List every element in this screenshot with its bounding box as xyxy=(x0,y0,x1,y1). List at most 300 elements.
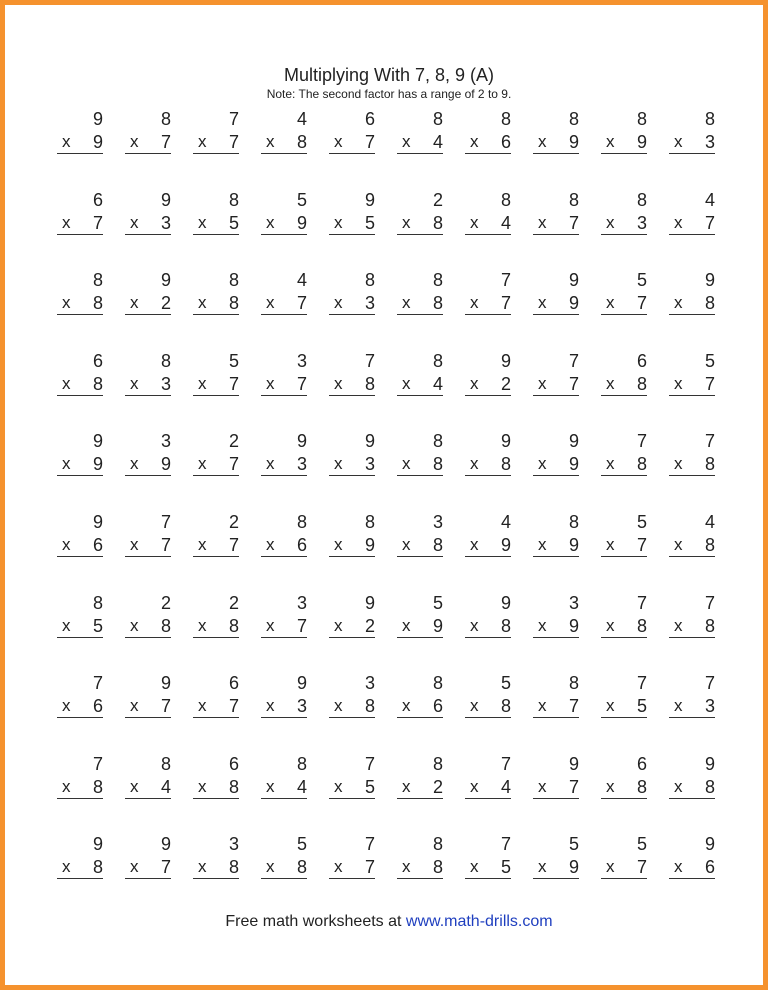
multiply-operator: x xyxy=(130,454,139,474)
problem xyxy=(397,833,443,893)
second-factor-line xyxy=(329,373,375,396)
multiply-operator: x xyxy=(198,293,207,313)
multiply-operator: x xyxy=(606,293,615,313)
second-factor: 8 xyxy=(432,454,443,475)
second-factor-line xyxy=(669,615,715,638)
first-factor: 5 xyxy=(636,834,647,855)
second-factor: 8 xyxy=(228,857,239,878)
second-factor: 5 xyxy=(500,857,511,878)
second-factor-line xyxy=(125,212,171,235)
first-factor: 5 xyxy=(296,834,307,855)
second-factor-line xyxy=(669,695,715,718)
first-factor: 8 xyxy=(160,109,171,129)
second-factor: 4 xyxy=(432,132,443,152)
second-factor: 8 xyxy=(704,615,715,636)
second-factor-line xyxy=(465,131,511,154)
second-factor: 3 xyxy=(296,696,307,717)
first-factor: 6 xyxy=(228,673,239,694)
second-factor-line xyxy=(397,373,443,396)
second-factor: 3 xyxy=(704,132,715,152)
second-factor: 7 xyxy=(568,212,579,233)
multiply-operator: x xyxy=(198,776,207,796)
problem-row xyxy=(57,430,717,490)
second-factor: 7 xyxy=(228,535,239,555)
second-factor: 8 xyxy=(500,696,511,717)
second-factor-line xyxy=(465,292,511,315)
second-factor: 6 xyxy=(500,132,511,152)
multiply-operator: x xyxy=(538,212,547,232)
second-factor-line xyxy=(261,856,307,879)
second-factor-line xyxy=(397,615,443,638)
second-factor-line xyxy=(533,776,579,799)
first-factor: 4 xyxy=(296,109,307,129)
second-factor: 7 xyxy=(160,857,171,878)
second-factor: 4 xyxy=(500,212,511,233)
second-factor: 7 xyxy=(228,373,239,394)
multiply-operator: x xyxy=(130,535,139,554)
first-factor: 9 xyxy=(704,834,715,855)
second-factor-line xyxy=(533,856,579,879)
second-factor: 3 xyxy=(636,212,647,233)
second-factor: 8 xyxy=(432,857,443,878)
first-factor: 8 xyxy=(160,753,171,774)
second-factor: 8 xyxy=(92,857,103,878)
problem xyxy=(193,833,239,893)
second-factor: 7 xyxy=(160,696,171,717)
second-factor: 3 xyxy=(364,454,375,475)
second-factor-line xyxy=(329,856,375,879)
first-factor: 9 xyxy=(296,673,307,694)
problem xyxy=(601,672,647,732)
second-factor: 9 xyxy=(568,293,579,314)
second-factor-line xyxy=(193,615,239,638)
second-factor-line xyxy=(57,292,103,315)
second-factor: 8 xyxy=(432,212,443,233)
multiply-operator: x xyxy=(266,535,275,554)
multiply-operator: x xyxy=(674,535,683,554)
problem xyxy=(329,430,375,490)
problem xyxy=(261,592,307,652)
footer-text: Free math worksheets at xyxy=(225,913,406,930)
problem xyxy=(125,833,171,893)
second-factor-line xyxy=(193,453,239,476)
second-factor-line xyxy=(261,534,307,557)
second-factor-line xyxy=(601,534,647,557)
second-factor: 5 xyxy=(364,776,375,797)
second-factor-line xyxy=(465,534,511,557)
first-factor: 8 xyxy=(92,592,103,613)
problem xyxy=(601,511,647,571)
first-factor: 9 xyxy=(500,431,511,452)
problem xyxy=(669,511,715,571)
first-factor: 8 xyxy=(432,270,443,291)
problem-row xyxy=(57,592,717,652)
second-factor: 3 xyxy=(296,454,307,475)
second-factor: 9 xyxy=(636,132,647,152)
problem xyxy=(125,430,171,490)
first-factor: 9 xyxy=(92,512,103,532)
second-factor-line xyxy=(57,373,103,396)
second-factor-line xyxy=(397,292,443,315)
first-factor: 2 xyxy=(228,592,239,613)
first-factor: 6 xyxy=(92,189,103,210)
second-factor-line xyxy=(193,131,239,154)
multiply-operator: x xyxy=(266,615,275,635)
multiply-operator: x xyxy=(606,615,615,635)
first-factor: 8 xyxy=(432,350,443,371)
problem xyxy=(533,108,579,168)
problem xyxy=(261,511,307,571)
multiply-operator: x xyxy=(62,696,71,716)
first-factor: 8 xyxy=(568,673,579,694)
second-factor-line xyxy=(329,695,375,718)
second-factor-line xyxy=(261,373,307,396)
problem xyxy=(125,350,171,410)
second-factor-line xyxy=(397,695,443,718)
first-factor: 8 xyxy=(432,753,443,774)
multiply-operator: x xyxy=(130,857,139,877)
multiply-operator: x xyxy=(334,212,343,232)
first-factor: 6 xyxy=(228,753,239,774)
second-factor: 2 xyxy=(432,776,443,797)
first-factor: 7 xyxy=(160,512,171,532)
problem xyxy=(601,350,647,410)
multiply-operator: x xyxy=(538,615,547,635)
second-factor-line xyxy=(601,615,647,638)
problem xyxy=(533,350,579,410)
footer xyxy=(5,913,768,931)
first-factor: 9 xyxy=(92,431,103,452)
problem xyxy=(57,189,103,249)
problem xyxy=(533,269,579,329)
problem xyxy=(193,430,239,490)
multiply-operator: x xyxy=(538,857,547,877)
second-factor: 5 xyxy=(228,212,239,233)
second-factor-line xyxy=(601,856,647,879)
first-factor: 2 xyxy=(228,431,239,452)
multiply-operator: x xyxy=(470,696,479,716)
multiply-operator: x xyxy=(674,132,683,151)
second-factor: 8 xyxy=(636,373,647,394)
problem xyxy=(397,108,443,168)
problem xyxy=(57,430,103,490)
multiply-operator: x xyxy=(198,212,207,232)
first-factor: 8 xyxy=(500,189,511,210)
multiply-operator: x xyxy=(470,373,479,393)
problem xyxy=(669,833,715,893)
problem xyxy=(57,672,103,732)
first-factor: 7 xyxy=(568,350,579,371)
footer-link[interactable]: www.math-drills.com xyxy=(405,913,553,930)
first-factor: 7 xyxy=(92,753,103,774)
multiply-operator: x xyxy=(606,373,615,393)
multiply-operator: x xyxy=(538,776,547,796)
second-factor-line xyxy=(397,453,443,476)
problem xyxy=(465,430,511,490)
first-factor: 9 xyxy=(568,270,579,291)
second-factor: 7 xyxy=(160,535,171,555)
multiply-operator: x xyxy=(470,857,479,877)
first-factor: 5 xyxy=(568,834,579,855)
problem xyxy=(329,833,375,893)
first-factor: 5 xyxy=(636,512,647,532)
multiply-operator: x xyxy=(402,615,411,635)
first-factor: 6 xyxy=(636,350,647,371)
second-factor-line xyxy=(125,615,171,638)
second-factor: 2 xyxy=(160,293,171,314)
second-factor: 8 xyxy=(432,535,443,555)
second-factor-line xyxy=(125,453,171,476)
problem xyxy=(125,592,171,652)
second-factor: 8 xyxy=(228,293,239,314)
multiply-operator: x xyxy=(470,454,479,474)
first-factor: 7 xyxy=(364,834,375,855)
first-factor: 3 xyxy=(296,592,307,613)
first-factor: 3 xyxy=(228,834,239,855)
second-factor-line xyxy=(601,453,647,476)
second-factor-line xyxy=(329,453,375,476)
problem xyxy=(329,753,375,813)
multiply-operator: x xyxy=(130,132,139,151)
second-factor: 7 xyxy=(364,857,375,878)
problem xyxy=(261,430,307,490)
second-factor-line xyxy=(193,695,239,718)
first-factor: 7 xyxy=(228,109,239,129)
problem xyxy=(261,269,307,329)
problem xyxy=(601,592,647,652)
first-factor: 8 xyxy=(568,189,579,210)
multiply-operator: x xyxy=(62,776,71,796)
problem xyxy=(601,269,647,329)
problem xyxy=(669,672,715,732)
second-factor-line xyxy=(601,776,647,799)
second-factor: 3 xyxy=(704,696,715,717)
first-factor: 8 xyxy=(432,673,443,694)
second-factor-line xyxy=(669,131,715,154)
first-factor: 7 xyxy=(704,592,715,613)
multiply-operator: x xyxy=(470,776,479,796)
problem xyxy=(669,189,715,249)
problem xyxy=(57,511,103,571)
second-factor: 8 xyxy=(296,857,307,878)
multiply-operator: x xyxy=(402,132,411,151)
second-factor: 3 xyxy=(364,293,375,314)
second-factor: 5 xyxy=(92,615,103,636)
first-factor: 8 xyxy=(92,270,103,291)
multiply-operator: x xyxy=(62,212,71,232)
problem-row xyxy=(57,189,717,249)
second-factor-line xyxy=(669,856,715,879)
multiply-operator: x xyxy=(266,132,275,151)
multiply-operator: x xyxy=(266,454,275,474)
first-factor: 9 xyxy=(160,673,171,694)
first-factor: 5 xyxy=(636,270,647,291)
multiply-operator: x xyxy=(334,776,343,796)
multiply-operator: x xyxy=(538,373,547,393)
problem xyxy=(465,350,511,410)
second-factor: 8 xyxy=(228,615,239,636)
problem xyxy=(397,189,443,249)
multiply-operator: x xyxy=(402,212,411,232)
second-factor-line xyxy=(465,373,511,396)
second-factor-line xyxy=(465,695,511,718)
first-factor: 6 xyxy=(364,109,375,129)
problem xyxy=(193,189,239,249)
second-factor: 9 xyxy=(364,535,375,555)
first-factor: 7 xyxy=(500,270,511,291)
first-factor: 9 xyxy=(160,834,171,855)
second-factor-line xyxy=(261,131,307,154)
multiply-operator: x xyxy=(334,857,343,877)
first-factor: 2 xyxy=(228,512,239,532)
second-factor-line xyxy=(669,453,715,476)
first-factor: 9 xyxy=(568,431,579,452)
second-factor: 7 xyxy=(636,293,647,314)
second-factor-line xyxy=(669,534,715,557)
multiply-operator: x xyxy=(606,212,615,232)
multiply-operator: x xyxy=(538,293,547,313)
second-factor-line xyxy=(329,615,375,638)
problem-grid xyxy=(57,108,717,888)
multiply-operator: x xyxy=(266,696,275,716)
multiply-operator: x xyxy=(334,615,343,635)
second-factor-line xyxy=(125,856,171,879)
first-factor: 5 xyxy=(500,673,511,694)
first-factor: 4 xyxy=(704,512,715,532)
second-factor-line xyxy=(57,453,103,476)
first-factor: 9 xyxy=(364,431,375,452)
first-factor: 6 xyxy=(636,753,647,774)
second-factor-line xyxy=(261,212,307,235)
multiply-operator: x xyxy=(470,615,479,635)
multiply-operator: x xyxy=(606,696,615,716)
problem xyxy=(465,269,511,329)
multiply-operator: x xyxy=(334,373,343,393)
second-factor-line xyxy=(329,212,375,235)
problem xyxy=(465,672,511,732)
second-factor-line xyxy=(193,292,239,315)
problem xyxy=(397,430,443,490)
problem xyxy=(601,189,647,249)
problem xyxy=(125,753,171,813)
problem xyxy=(57,753,103,813)
problem xyxy=(261,350,307,410)
problem xyxy=(329,511,375,571)
multiply-operator: x xyxy=(266,776,275,796)
problem xyxy=(465,592,511,652)
second-factor: 7 xyxy=(228,696,239,717)
problem-row xyxy=(57,350,717,410)
problem xyxy=(57,592,103,652)
multiply-operator: x xyxy=(674,454,683,474)
problem-row xyxy=(57,833,717,893)
second-factor-line xyxy=(261,695,307,718)
first-factor: 3 xyxy=(568,592,579,613)
second-factor: 8 xyxy=(364,696,375,717)
multiply-operator: x xyxy=(62,454,71,474)
problem xyxy=(669,108,715,168)
second-factor: 8 xyxy=(500,454,511,475)
first-factor: 2 xyxy=(432,189,443,210)
second-factor: 8 xyxy=(636,454,647,475)
first-factor: 9 xyxy=(92,834,103,855)
second-factor-line xyxy=(465,615,511,638)
problem xyxy=(261,189,307,249)
first-factor: 7 xyxy=(636,431,647,452)
second-factor: 7 xyxy=(296,373,307,394)
problem xyxy=(329,108,375,168)
multiply-operator: x xyxy=(606,776,615,796)
first-factor: 8 xyxy=(160,350,171,371)
second-factor: 7 xyxy=(296,293,307,314)
second-factor: 9 xyxy=(432,615,443,636)
second-factor: 7 xyxy=(568,696,579,717)
second-factor-line xyxy=(125,292,171,315)
problem xyxy=(465,833,511,893)
second-factor: 5 xyxy=(364,212,375,233)
problem xyxy=(261,753,307,813)
first-factor: 9 xyxy=(364,592,375,613)
second-factor-line xyxy=(261,776,307,799)
problem xyxy=(669,350,715,410)
multiply-operator: x xyxy=(62,857,71,877)
problem xyxy=(397,350,443,410)
multiply-operator: x xyxy=(198,535,207,554)
problem xyxy=(601,753,647,813)
problem xyxy=(193,753,239,813)
second-factor: 5 xyxy=(636,696,647,717)
second-factor-line xyxy=(57,131,103,154)
second-factor-line xyxy=(533,292,579,315)
first-factor: 8 xyxy=(568,109,579,129)
second-factor-line xyxy=(57,534,103,557)
second-factor: 8 xyxy=(704,776,715,797)
first-factor: 8 xyxy=(636,189,647,210)
second-factor-line xyxy=(533,695,579,718)
problem xyxy=(533,592,579,652)
multiply-operator: x xyxy=(198,454,207,474)
first-factor: 5 xyxy=(432,592,443,613)
multiply-operator: x xyxy=(130,615,139,635)
first-factor: 7 xyxy=(364,350,375,371)
second-factor-line xyxy=(329,776,375,799)
second-factor: 8 xyxy=(636,776,647,797)
problem-row xyxy=(57,108,717,168)
multiply-operator: x xyxy=(334,535,343,554)
first-factor: 7 xyxy=(636,673,647,694)
problem-row xyxy=(57,672,717,732)
multiply-operator: x xyxy=(198,615,207,635)
second-factor: 7 xyxy=(160,132,171,152)
first-factor: 7 xyxy=(704,431,715,452)
first-factor: 9 xyxy=(160,189,171,210)
multiply-operator: x xyxy=(62,615,71,635)
second-factor: 7 xyxy=(92,212,103,233)
multiply-operator: x xyxy=(62,373,71,393)
second-factor-line xyxy=(669,292,715,315)
multiply-operator: x xyxy=(470,293,479,313)
multiply-operator: x xyxy=(62,535,71,554)
multiply-operator: x xyxy=(334,696,343,716)
problem xyxy=(329,350,375,410)
second-factor-line xyxy=(533,373,579,396)
multiply-operator: x xyxy=(470,132,479,151)
multiply-operator: x xyxy=(402,373,411,393)
second-factor: 8 xyxy=(92,293,103,314)
second-factor: 9 xyxy=(568,535,579,555)
problem xyxy=(669,592,715,652)
problem xyxy=(465,511,511,571)
